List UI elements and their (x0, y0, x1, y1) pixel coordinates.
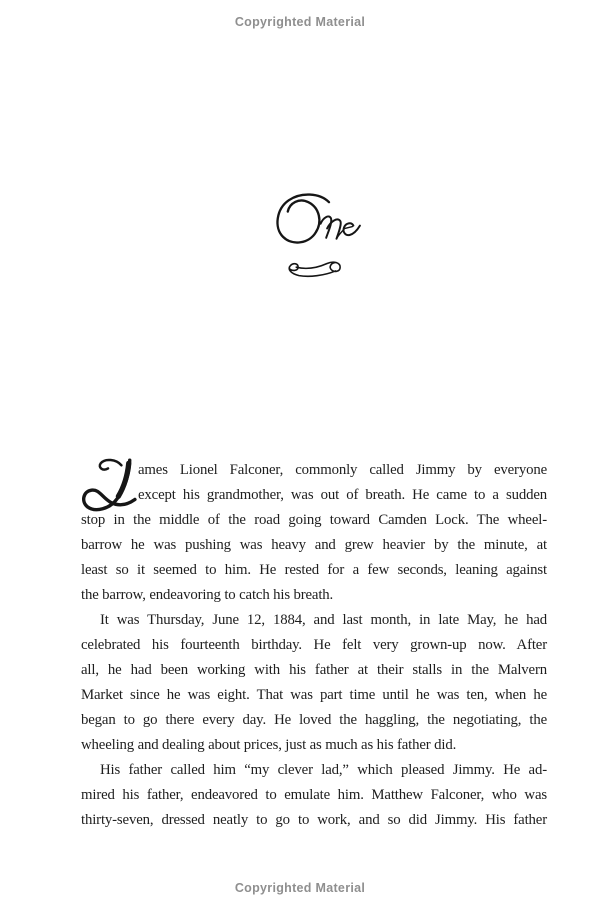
text-line: the barrow, endeavoring to catch his breath. (81, 587, 334, 603)
flourish-ornament-icon (283, 256, 345, 284)
text-line: His father called him “my clever lad,” which pleased Jimmy. He ad- (100, 762, 547, 778)
text-line: wheeling and dealing about prices, just as much as his father did. (81, 737, 457, 753)
paragraph (81, 458, 547, 608)
text-line: It was Thursday, June 12, 1884, and last month, in late May, he had (100, 612, 547, 628)
copyright-notice-top: Copyrighted Material (234, 15, 366, 29)
text-line: celebrated his fourteenth birthday. He felt very grown-up now. After (81, 637, 547, 653)
copyright-notice-bottom: Copyrighted Material (234, 881, 366, 895)
text-line: thirty-seven, dressed neatly to go to work, and so did Jimmy. His father (81, 812, 547, 828)
chapter-title-script-one (264, 190, 364, 250)
text-line: barrow he was pushing was heavy and grew heavier by the minute, at (81, 537, 547, 553)
text-line: least so it seemed to him. He rested for a few seconds, leaning against (81, 562, 547, 578)
text-line: began to go there every day. He loved the haggling, the negotiating, the (81, 712, 547, 728)
text-line: except his grandmother, was out of breath. He came to a sudden (138, 487, 547, 503)
chapter-heading (81, 190, 547, 284)
drop-cap-script-j-icon (78, 457, 138, 513)
text-line: mired his father, endeavored to emulate him. Matthew Falconer, who was (81, 787, 547, 803)
text-line: Market since he was eight. That was part time until he was ten, when he (81, 687, 547, 703)
text-line: ames Lionel Falconer, commonly called Jimmy by everyone (138, 462, 547, 478)
text-line: all, he had been working with his father at their stalls in the Malvern (81, 662, 547, 678)
paragraph (81, 758, 547, 833)
body-text (81, 458, 547, 833)
text-line: stop in the middle of the road going toward Camden Lock. The wheel- (81, 512, 547, 528)
drop-cap-letter (81, 458, 138, 508)
paragraph (81, 608, 547, 758)
